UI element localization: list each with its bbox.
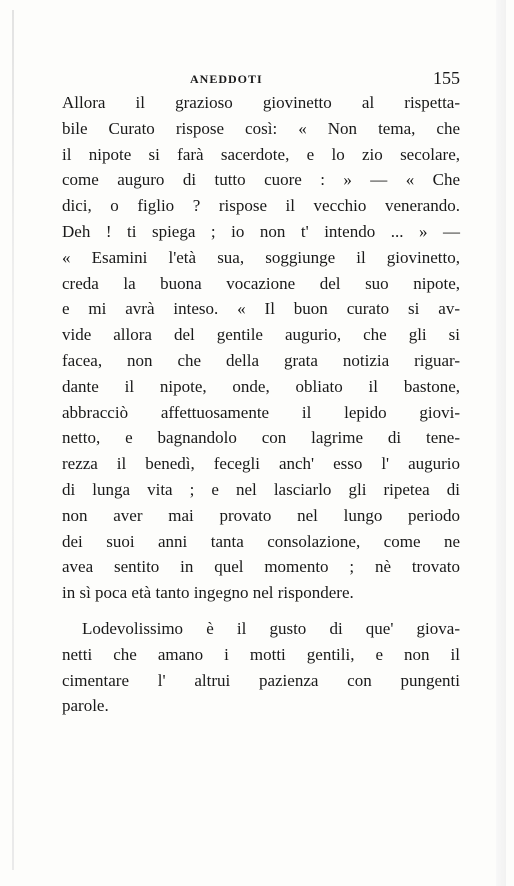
text-line: creda la buona vocazione del suo nipote,	[62, 273, 460, 293]
text-line: netto, e bagnandolo con lagrime di tene-	[62, 428, 460, 448]
text-line: Lodevolissimo è il gusto di que' giova-	[82, 618, 460, 638]
text-line: dei suoi anni tanta consolazione, come ne	[62, 531, 460, 551]
text-line: Allora il grazioso giovinetto al rispetta-	[62, 93, 460, 112]
text-line: di lunga vita ; e nel lasciarlo gli ripetea di	[62, 479, 460, 499]
text-line: dante il nipote, onde, obliato il bastone,	[62, 376, 460, 396]
text-line: parole.	[62, 696, 109, 716]
page-number: 155	[433, 68, 460, 88]
text-line: « Esamini l'età sua, soggiunge il giovinetto,	[62, 247, 460, 267]
paragraph	[62, 616, 460, 719]
text-line: facea, non che della grata notizia riguar-	[62, 350, 460, 370]
page-edge-shadow	[12, 10, 14, 870]
text-line: abbracciò affettuosamente il lepido giovi-	[62, 402, 460, 422]
text-line: avea sentito in quel momento ; nè trovato	[62, 557, 460, 577]
paragraph-gap	[62, 606, 460, 616]
text-line: Deh ! ti spiega ; io non t' intendo ... » —	[62, 221, 460, 241]
page-gutter	[496, 0, 506, 886]
text-line: come auguro di tutto cuore : » — « Che	[62, 170, 460, 190]
text-line: e mi avrà inteso. « Il buon curato si av-	[62, 299, 460, 319]
text-line: rezza il benedì, fecegli anch' esso l' augurio	[62, 454, 460, 474]
text-line: bile Curato rispose così: « Non tema, che	[62, 118, 460, 138]
text-line: vide allora del gentile augurio, che gli si	[62, 325, 460, 345]
body-text	[62, 90, 460, 719]
text-line: non aver mai provato nel lungo periodo	[62, 505, 460, 525]
page-header	[190, 70, 460, 90]
text-line: cimentare l' altrui pazienza con pungenti	[62, 670, 460, 690]
text-line: netti che amano i motti gentili, e non il	[62, 644, 460, 664]
running-title: ANEDDOTI	[190, 72, 263, 86]
paragraph	[62, 90, 460, 606]
text-line: il nipote si farà sacerdote, e lo zio secolare,	[62, 144, 460, 164]
text-line: dici, o figlio ? rispose il vecchio venerando.	[62, 196, 460, 216]
text-line: in sì poca età tanto ingegno nel rispondere.	[62, 583, 354, 603]
